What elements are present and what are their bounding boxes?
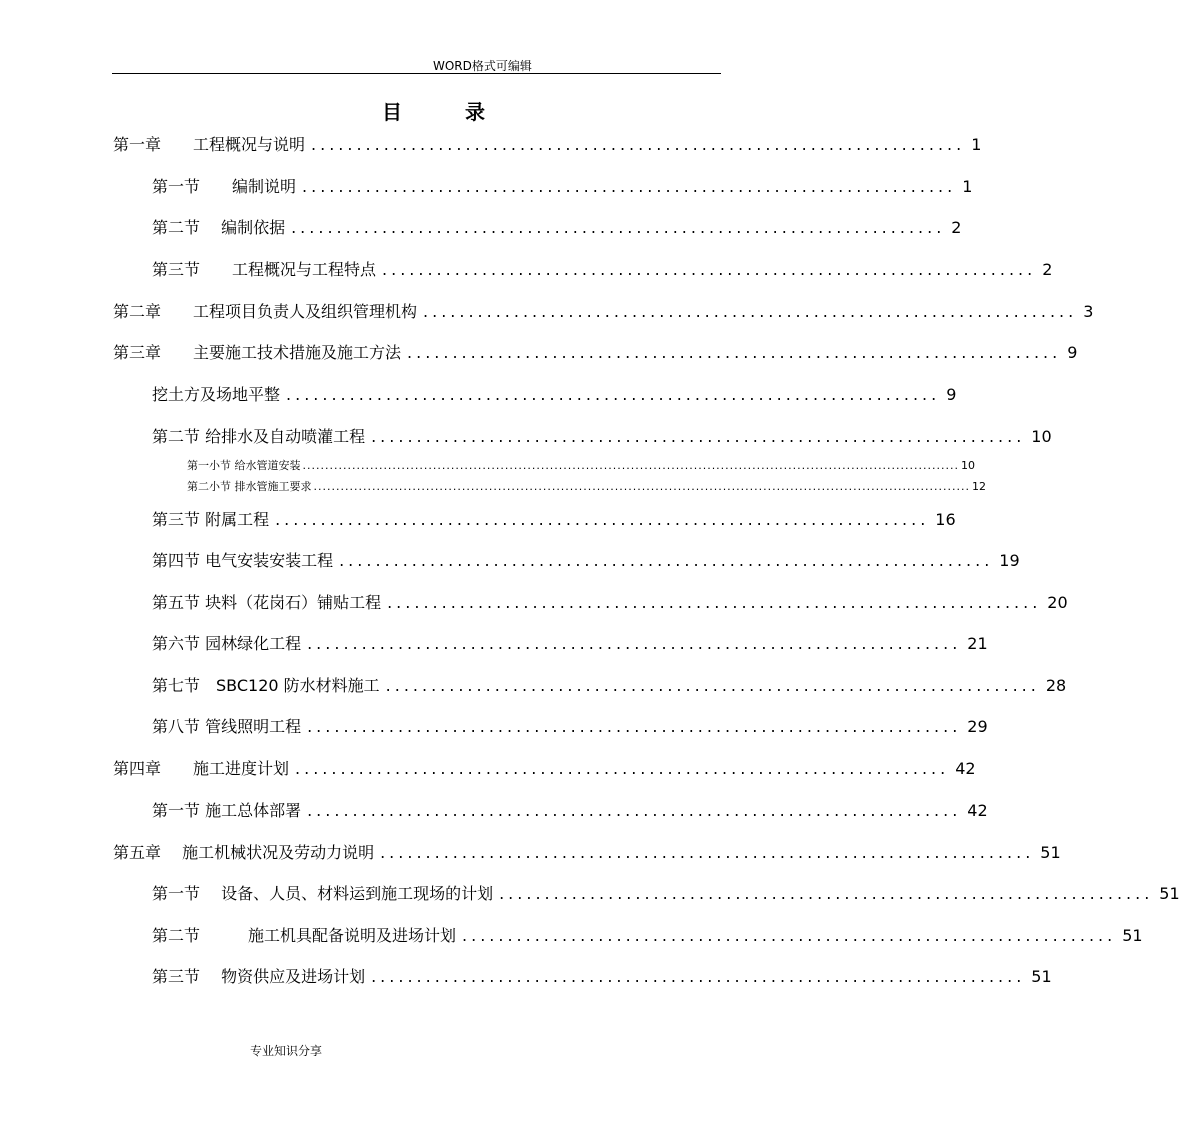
toc-entry-section[interactable] <box>152 257 1053 279</box>
page-header-text: WORD格式可编辑 <box>433 59 532 73</box>
toc-entry-label: 第二章 工程项目负责人及组织管理机构 <box>113 302 418 321</box>
toc-entry-section[interactable] <box>152 798 988 820</box>
toc-entry-label: 第二节 编制依据 <box>152 218 286 237</box>
toc-entry-page: 10 <box>1031 427 1052 446</box>
toc-entry-section[interactable] <box>152 507 956 529</box>
toc-entry-label: 第三节 工程概况与工程特点 <box>152 260 377 279</box>
toc-leader-dots: ........................................................................ <box>423 302 1078 321</box>
toc-entry-page: 21 <box>967 634 988 653</box>
toc-entry-section[interactable] <box>152 673 1067 695</box>
toc-leader-dots: ........................................................................ <box>499 884 1154 903</box>
toc-entry-label: 第八节 管线照明工程 <box>152 717 302 736</box>
toc-entry-chapter-2[interactable] <box>113 299 1094 321</box>
toc-entry-label: 第五节 块料（花岗石）铺贴工程 <box>152 593 382 612</box>
toc-entry-page: 2 <box>1042 260 1053 279</box>
toc-entry-section[interactable] <box>152 174 973 196</box>
toc-leader-dots: ........................................................................ <box>311 135 966 154</box>
toc-entry-page: 10 <box>961 459 976 472</box>
toc-leader-dots: ........................................................................ <box>286 385 941 404</box>
toc-entry-label: 第五章 施工机械状况及劳动力说明 <box>113 843 375 862</box>
toc-leader-dots: ........................................................................ <box>385 676 1040 695</box>
toc-entry-chapter-3[interactable] <box>113 340 1078 362</box>
toc-leader-dots: ........................................................................ <box>307 634 962 653</box>
toc-entry-subsection[interactable] <box>187 457 976 472</box>
toc-entry-section[interactable] <box>152 714 988 736</box>
page-footer-text: 专业知识分享 <box>250 1044 323 1058</box>
toc-entry-page: 1 <box>962 177 973 196</box>
toc-entry-section[interactable] <box>152 881 1180 903</box>
toc-entry-page: 20 <box>1047 593 1068 612</box>
toc-entry-label: 第三节 物资供应及进场计划 <box>152 967 366 986</box>
toc-leader-dots: ........................................................................ <box>380 843 1035 862</box>
toc-leader-dots: ........................................................................ <box>307 801 962 820</box>
toc-entry-section[interactable] <box>152 382 957 404</box>
toc-entry-label: 第三节 附属工程 <box>152 510 270 529</box>
toc-entry-page: 42 <box>967 801 988 820</box>
toc-entry-label: 第一节 编制说明 <box>152 177 297 196</box>
toc-entry-section[interactable] <box>152 631 988 653</box>
toc-entry-page: 9 <box>946 385 957 404</box>
toc-entry-label: 第七节 SBC120 防水材料施工 <box>152 676 380 695</box>
toc-leader-dots: ........................................................................ <box>462 926 1117 945</box>
toc-entry-page: 1 <box>971 135 982 154</box>
toc-leader-dots: ........................................................................ <box>291 218 946 237</box>
toc-entry-label: 第二节 施工机具配备说明及进场计划 <box>152 926 457 945</box>
toc-entry-section[interactable] <box>152 964 1052 986</box>
toc-entry-page: 2 <box>951 218 962 237</box>
toc-leader-dots: ........................................................................ <box>339 551 994 570</box>
toc-entry-label: 第四节 电气安装安装工程 <box>152 551 334 570</box>
toc-entry-page: 3 <box>1083 302 1094 321</box>
toc-entry-page: 51 <box>1040 843 1061 862</box>
toc-leader-dots: .................................................................................................................................................. <box>313 480 971 493</box>
toc-entry-page: 51 <box>1122 926 1143 945</box>
toc-leader-dots: ........................................................................ <box>371 967 1026 986</box>
toc-entry-label: 第六节 园林绿化工程 <box>152 634 302 653</box>
toc-leader-dots: ........................................................................ <box>371 427 1026 446</box>
toc-entry-label: 第一小节 给水管道安装 <box>187 459 301 472</box>
toc-entry-section[interactable] <box>152 548 1020 570</box>
toc-entry-subsection[interactable] <box>187 478 987 493</box>
toc-entry-chapter-1[interactable] <box>113 132 982 154</box>
toc-title: 目 录 <box>382 100 513 124</box>
toc-entry-label: 挖土方及场地平整 <box>152 385 281 404</box>
toc-entry-page: 51 <box>1159 884 1180 903</box>
toc-leader-dots: ........................................................................ <box>295 759 950 778</box>
toc-entry-section[interactable] <box>152 590 1068 612</box>
toc-entry-page: 51 <box>1031 967 1052 986</box>
toc-leader-dots: ........................................................................ <box>275 510 930 529</box>
toc-entry-chapter-4[interactable] <box>113 756 976 778</box>
toc-entry-label: 第一章 工程概况与说明 <box>113 135 306 154</box>
toc-entry-label: 第二节 给排水及自动喷灌工程 <box>152 427 366 446</box>
toc-leader-dots: ........................................................................ <box>307 717 962 736</box>
toc-entry-page: 29 <box>967 717 988 736</box>
toc-entry-label: 第一节 设备、人员、材料运到施工现场的计划 <box>152 884 494 903</box>
toc-entry-chapter-5[interactable] <box>113 840 1061 862</box>
toc-entry-label: 第四章 施工进度计划 <box>113 759 290 778</box>
toc-leader-dots: ........................................................................ <box>302 177 957 196</box>
toc-entry-label: 第三章 主要施工技术措施及施工方法 <box>113 343 402 362</box>
toc-entry-page: 16 <box>935 510 956 529</box>
toc-entry-label: 第一节 施工总体部署 <box>152 801 302 820</box>
toc-entry-page: 28 <box>1045 676 1067 695</box>
toc-entry-page: 12 <box>972 480 987 493</box>
toc-entry-page: 19 <box>999 551 1020 570</box>
toc-entry-page: 9 <box>1067 343 1078 362</box>
toc-entry-section[interactable] <box>152 923 1143 945</box>
toc-entry-section[interactable] <box>152 215 962 237</box>
toc-leader-dots: ........................................................................ <box>407 343 1062 362</box>
toc-leader-dots: ........................................................................ <box>382 260 1037 279</box>
toc-entry-page: 42 <box>955 759 976 778</box>
toc-entry-section[interactable] <box>152 424 1052 446</box>
toc-leader-dots: ........................................................................ <box>387 593 1042 612</box>
toc-entry-label: 第二小节 排水管施工要求 <box>187 480 312 493</box>
toc-leader-dots: .................................................................................................................................................. <box>302 459 960 472</box>
